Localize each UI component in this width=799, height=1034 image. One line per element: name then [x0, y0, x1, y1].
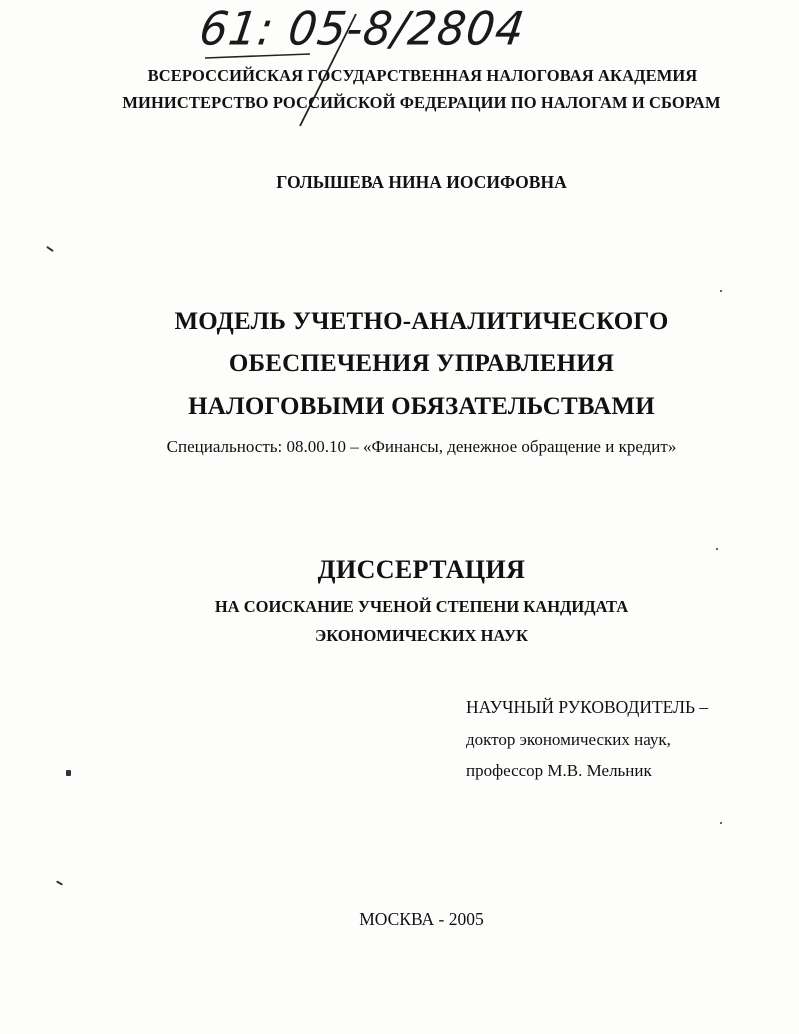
degree-line-2: ЭКОНОМИЧЕСКИХ НАУК: [315, 626, 528, 645]
institution-name: ВСЕРОССИЙСКАЯ ГОСУДАРСТВЕННАЯ НАЛОГОВАЯ АКАДЕМИЯ: [147, 66, 698, 85]
degree-line-1: НА СОИСКАНИЕ УЧЕНОЙ СТЕПЕНИ КАНДИДАТА: [214, 597, 629, 616]
title-line-1: МОДЕЛЬ УЧЕТНО-АНАЛИТИЧЕСКОГО: [174, 308, 669, 335]
scan-speck: [46, 246, 54, 252]
advisor-role: НАУЧНЫЙ РУКОВОДИТЕЛЬ –: [466, 697, 709, 717]
scan-speck: [720, 822, 722, 824]
document-type: ДИССЕРТАЦИЯ: [317, 555, 526, 584]
advisor-name: профессор М.В. Мельник: [466, 761, 652, 780]
handwritten-catalog-code: 61: 05-8/2804: [196, 2, 529, 57]
title-line-3: НАЛОГОВЫМИ ОБЯЗАТЕЛЬСТВАМИ: [188, 393, 655, 420]
scan-speck: [56, 880, 63, 885]
specialty-line: Специальность: 08.00.10 – «Финансы, денежное обращение и кредит»: [166, 437, 677, 456]
ministry-name: МИНИСТЕРСТВО РОССИЙСКОЙ ФЕДЕРАЦИИ ПО НАЛОГАМ И СБОРАМ: [122, 93, 721, 112]
scan-speck: [720, 290, 722, 292]
scan-speck: [66, 770, 71, 776]
advisor-degree: доктор экономических наук,: [466, 730, 671, 749]
author-name: ГОЛЫШЕВА НИНА ИОСИФОВНА: [276, 172, 567, 192]
scan-speck: [716, 548, 718, 550]
city-year: МОСКВА - 2005: [359, 909, 484, 929]
title-line-2: ОБЕСПЕЧЕНИЯ УПРАВЛЕНИЯ: [228, 350, 615, 377]
